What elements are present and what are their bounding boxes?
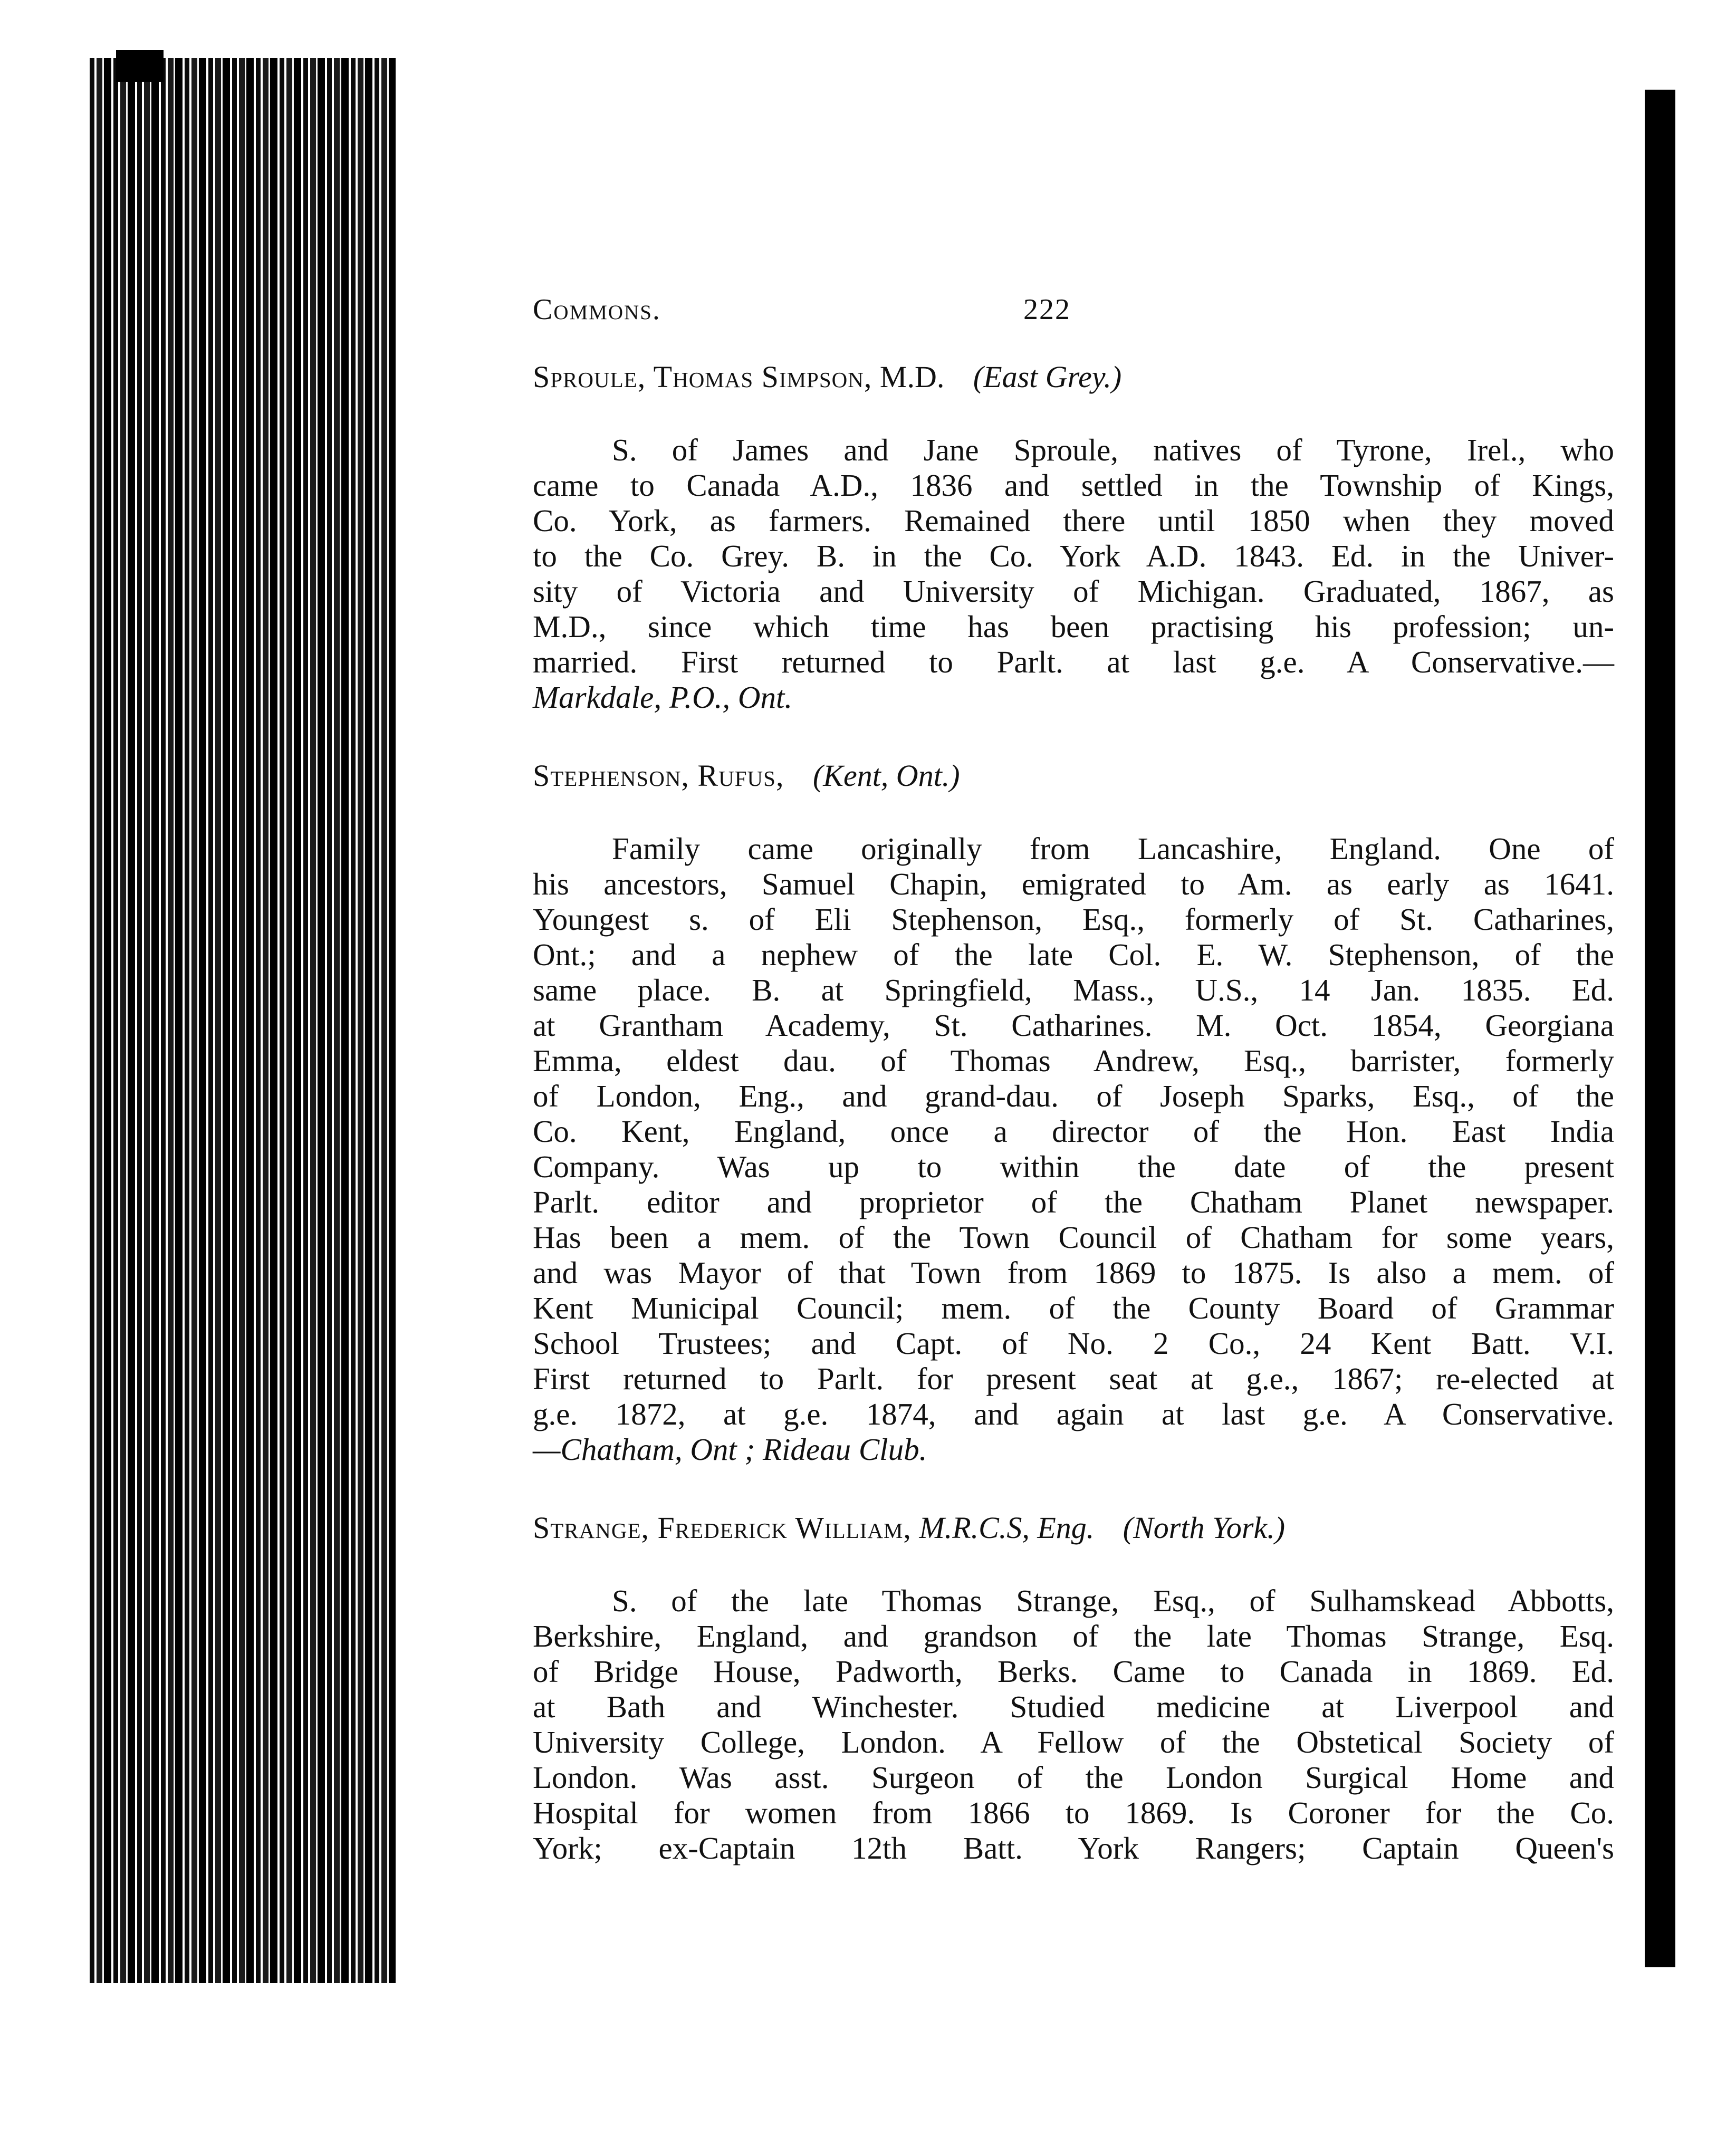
text-line: York; ex-Captain 12th Batt. York Rangers; Captain Queen's: [533, 1831, 1614, 1865]
text-line: Ont.; and a nephew of the late Col. E. W. Stephenson, of the: [533, 937, 1614, 972]
entry-name: Sproule, Thomas Simpson,: [533, 360, 872, 394]
entry-degree: M.D.: [879, 360, 945, 394]
text-line: his ancestors, Samuel Chapin, emigrated to Am. as early as 1641.: [533, 867, 1614, 901]
text-line: Youngest s. of Eli Stephenson, Esq., formerly of St. Catharines,: [533, 902, 1614, 937]
text-line: University College, London. A Fellow of the Obstetical Society of: [533, 1725, 1614, 1759]
text-line: S. of James and Jane Sproule, natives of Tyrone, Irel., who: [612, 432, 1614, 467]
text-line: Berkshire, England, and grandson of the late Thomas Strange, Esq.: [533, 1619, 1614, 1653]
page-text: [533, 293, 1614, 1866]
book-page-edge-top: [116, 50, 164, 82]
text-line: Company. Was up to within the date of the present: [533, 1149, 1614, 1184]
text-line: First returned to Parlt. for present seat at g.e., 1867; re-elected at: [533, 1361, 1614, 1396]
text-line: Parlt. editor and proprietor of the Chatham Planet newspaper.: [533, 1185, 1614, 1219]
entry-name: Strange, Frederick William,: [533, 1511, 912, 1545]
text-line: Kent Municipal Council; mem. of the County Board of Grammar: [533, 1291, 1614, 1325]
text-line: M.D., since which time has been practising his profession; un-: [533, 609, 1614, 644]
text-line: S. of the late Thomas Strange, Esq., of Sulhamskead Abbotts,: [612, 1583, 1614, 1618]
running-head: [533, 293, 1614, 335]
text-line: Co. Kent, England, once a director of the Hon. East India: [533, 1114, 1614, 1149]
entry-address: Markdale, P.O., Ont.: [533, 680, 793, 715]
entry-body: [533, 1583, 1614, 1866]
text-line: married. First returned to Parlt. at last g.e. A Conservative.—: [533, 645, 1614, 679]
entry-degree: M.R.C.S, Eng.: [919, 1511, 1095, 1545]
text-line: Co. York, as farmers. Remained there until 1850 when they moved: [533, 503, 1614, 538]
book-page-edge: [90, 58, 396, 1983]
text-line: to the Co. Grey. B. in the Co. York A.D. 1843. Ed. in the Univer-: [533, 538, 1614, 573]
entry-body: [533, 831, 1614, 1467]
running-head-title: Commons.: [533, 293, 661, 326]
text-line: at Grantham Academy, St. Catharines. M. Oct. 1854, Georgiana: [533, 1008, 1614, 1043]
text-line: at Bath and Winchester. Studied medicine at Liverpool and: [533, 1689, 1614, 1724]
entry-body: [533, 432, 1614, 715]
entry-heading: [533, 755, 1614, 797]
entry-heading: [533, 1507, 1614, 1549]
text-line: Family came originally from Lancashire, England. One of: [612, 831, 1614, 866]
text-line: same place. B. at Springfield, Mass., U.S., 14 Jan. 1835. Ed.: [533, 973, 1614, 1007]
text-line: came to Canada A.D., 1836 and settled in the Township of Kings,: [533, 468, 1614, 503]
entry-seat: (Kent, Ont.): [812, 758, 960, 793]
page-number: 222: [1023, 293, 1071, 326]
text-line: of Bridge House, Padworth, Berks. Came to Canada in 1869. Ed.: [533, 1654, 1614, 1689]
text-line: and was Mayor of that Town from 1869 to 1875. Is also a mem. of: [533, 1255, 1614, 1290]
entry-heading: [533, 356, 1614, 398]
entry-seat: (North York.): [1123, 1511, 1286, 1545]
text-line: School Trustees; and Capt. of No. 2 Co., 24 Kent Batt. V.I.: [533, 1326, 1614, 1361]
scan-border-bar: [1645, 90, 1675, 1967]
text-line: London. Was asst. Surgeon of the London Surgical Home and: [533, 1760, 1614, 1795]
text-line: sity of Victoria and University of Michigan. Graduated, 1867, as: [533, 574, 1614, 609]
text-line: Emma, eldest dau. of Thomas Andrew, Esq., barrister, formerly: [533, 1043, 1614, 1078]
text-line: Has been a mem. of the Town Council of Chatham for some years,: [533, 1220, 1614, 1255]
entry-address: —Chatham, Ont ; Rideau Club.: [533, 1432, 927, 1467]
entry-name: Stephenson, Rufus,: [533, 758, 784, 793]
entry-seat: (East Grey.): [973, 360, 1122, 394]
text-line: of London, Eng., and grand-dau. of Joseph Sparks, Esq., of the: [533, 1079, 1614, 1113]
text-line: g.e. 1872, at g.e. 1874, and again at last g.e. A Conservative.: [533, 1397, 1614, 1431]
text-line: Hospital for women from 1866 to 1869. Is Coroner for the Co.: [533, 1795, 1614, 1830]
